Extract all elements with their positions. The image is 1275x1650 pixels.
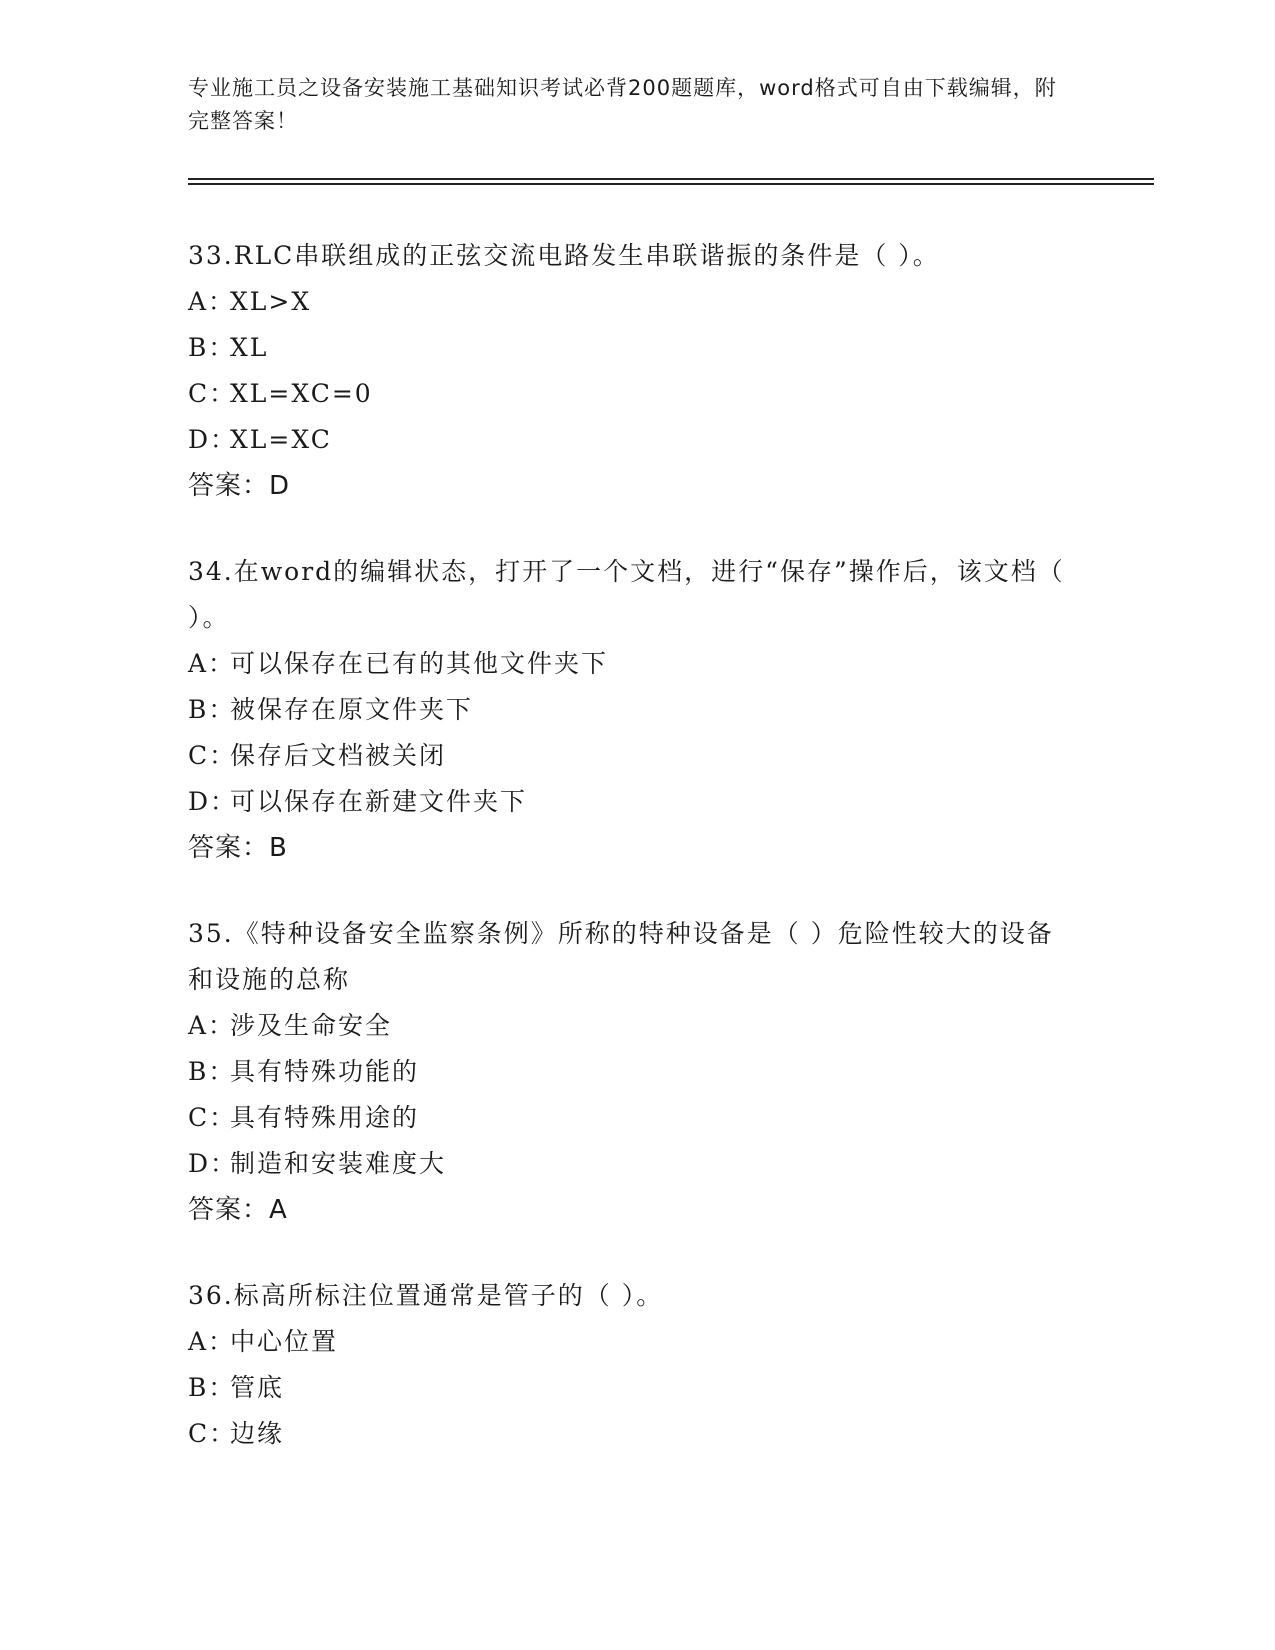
option-key: B： <box>188 695 236 724</box>
option-text: 管底 <box>230 1373 285 1402</box>
question-stem: 36.标高所标注位置通常是管子的（ ）。 <box>188 1281 664 1310</box>
option-c <box>188 1095 1068 1141</box>
option-a <box>188 279 1068 325</box>
header-divider-bottom <box>188 183 1154 185</box>
answer-line: 答案：D <box>188 471 291 501</box>
option-key: D： <box>188 425 238 454</box>
option-key: A： <box>188 1011 236 1040</box>
option-d <box>188 1141 1068 1187</box>
option-key: C： <box>188 379 237 408</box>
option-key: D： <box>188 1149 238 1178</box>
option-b <box>188 1365 1068 1411</box>
question-35 <box>188 911 1068 1233</box>
option-key: D： <box>188 787 238 816</box>
question-stem: 33.RLC串联组成的正弦交流电路发生串联谐振的条件是（ ）。 <box>188 241 940 270</box>
answer-line: 答案：A <box>188 1195 288 1225</box>
option-key: C： <box>188 1103 237 1132</box>
option-c <box>188 733 1068 779</box>
option-text: 可以保存在新建文件夹下 <box>230 787 528 816</box>
question-list <box>188 233 1068 1497</box>
option-text: 具有特殊用途的 <box>230 1103 420 1132</box>
option-text: XL=XC=0 <box>230 379 373 408</box>
document-header: 专业施工员之设备安装施工基础知识考试必背200题题库，word格式可自由下载编辑，附完整答案！ <box>188 76 1057 133</box>
option-c <box>188 371 1068 417</box>
option-key: B： <box>188 1373 236 1402</box>
question-stem: 34.在word的编辑状态，打开了一个文档，进行“保存”操作后，该文档（ ）。 <box>188 557 1065 632</box>
option-text: 涉及生命安全 <box>230 1011 393 1040</box>
option-text: XL=XC <box>230 425 332 454</box>
option-text: 制造和安装难度大 <box>230 1149 447 1178</box>
option-text: 被保存在原文件夹下 <box>230 695 474 724</box>
question-34 <box>188 549 1068 871</box>
option-key: A： <box>188 649 236 678</box>
option-key: B： <box>188 333 236 362</box>
option-c <box>188 1411 1068 1457</box>
answer-line: 答案：B <box>188 833 288 863</box>
option-a <box>188 1319 1068 1365</box>
option-b <box>188 687 1068 733</box>
option-key: B： <box>188 1057 236 1086</box>
option-b <box>188 325 1068 371</box>
option-key: A： <box>188 1327 236 1356</box>
option-key: C： <box>188 1419 237 1448</box>
option-text: 可以保存在已有的其他文件夹下 <box>230 649 609 678</box>
option-text: 保存后文档被关闭 <box>230 741 447 770</box>
option-d <box>188 779 1068 825</box>
option-text: 具有特殊功能的 <box>230 1057 420 1086</box>
option-d <box>188 417 1068 463</box>
option-a <box>188 641 1068 687</box>
option-text: 边缘 <box>230 1419 285 1448</box>
option-text: 中心位置 <box>230 1327 339 1356</box>
option-text: XL>X <box>230 287 312 316</box>
header-divider-top <box>188 178 1154 180</box>
question-33 <box>188 233 1068 509</box>
question-stem: 35.《特种设备安全监察条例》所称的特种设备是（ ）危险性较大的设备和设施的总称 <box>188 919 1054 994</box>
option-text: XL <box>230 333 269 362</box>
option-key: A： <box>188 287 236 316</box>
option-b <box>188 1049 1068 1095</box>
option-a <box>188 1003 1068 1049</box>
question-36 <box>188 1273 1068 1457</box>
option-key: C： <box>188 741 237 770</box>
